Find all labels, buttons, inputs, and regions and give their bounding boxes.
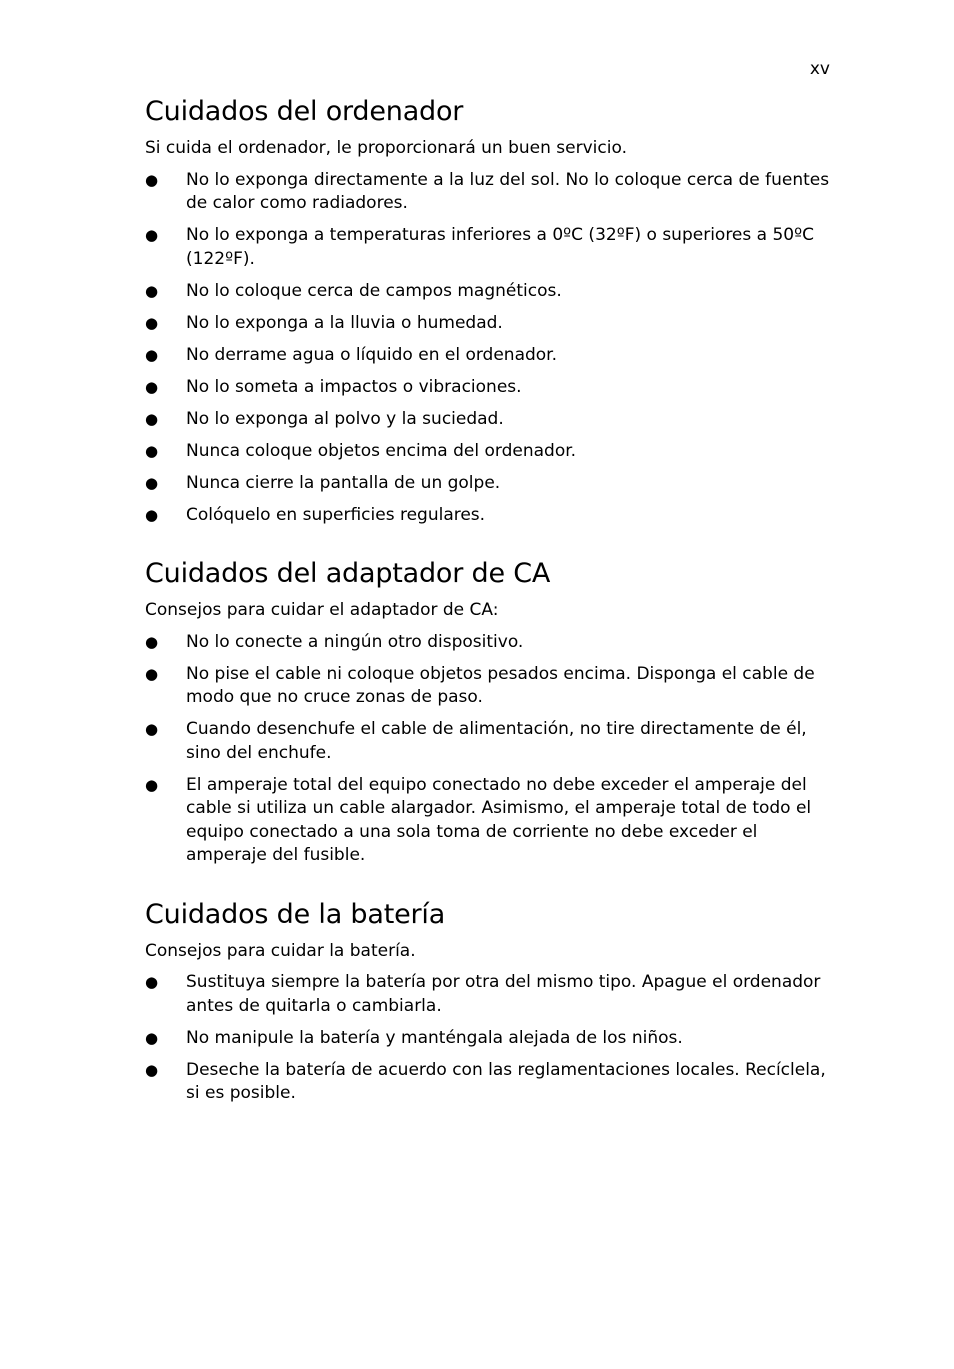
list-item (145, 280, 835, 304)
list-item-text: No lo coloque cerca de campos magnéticos. (186, 280, 562, 301)
bullet-icon: ● (145, 281, 159, 300)
list-item-text: Colóquelo en superficies regulares. (186, 504, 486, 525)
list-item (145, 631, 835, 655)
section-title: Cuidados de la batería (145, 898, 446, 930)
bullet-icon: ● (145, 664, 159, 683)
section-battery-care (145, 898, 835, 1106)
section-intro: Consejos para cuidar la batería. (145, 940, 416, 961)
list-item-text: Sustituya siempre la batería por otra del mismo tipo. Apague el ordenador antes de quitarla o cambiarla. (186, 972, 821, 1016)
bullet-icon: ● (145, 377, 159, 396)
bullet-icon: ● (145, 720, 159, 738)
list-item (145, 774, 835, 868)
list-item-text: Deseche la batería de acuerdo con las reglamentaciones locales. Recíclela, si es posible. (186, 1059, 826, 1103)
section-title: Cuidados del adaptador de CA (145, 558, 551, 589)
list-item-text: No lo exponga al polvo y la suciedad. (186, 408, 504, 429)
list-item (145, 718, 835, 765)
bullet-icon: ● (145, 632, 159, 651)
bullet-icon: ● (145, 473, 159, 492)
list-item-text: No lo exponga directamente a la luz del sol. No lo coloque cerca de fuentes de calor como radiadores. (186, 169, 830, 213)
bullet-icon: ● (145, 973, 159, 991)
list-item-text: No lo conecte a ningún otro dispositivo. (186, 631, 524, 652)
bullet-list (145, 971, 835, 1106)
list-item-text: No derrame agua o líquido en el ordenador. (186, 344, 558, 365)
list-item (145, 472, 835, 496)
list-item (145, 971, 835, 1018)
list-item (145, 376, 835, 400)
list-item-text: No pise el cable ni coloque objetos pesados encima. Disponga el cable de modo que no cruce zonas de paso. (186, 663, 815, 707)
list-item (145, 408, 835, 432)
bullet-icon: ● (145, 441, 159, 460)
bullet-list (145, 169, 835, 528)
list-item-text: Nunca coloque objetos encima del ordenador. (186, 440, 577, 461)
list-item (145, 1059, 835, 1106)
list-item (145, 1027, 835, 1051)
bullet-icon: ● (145, 313, 159, 332)
bullet-icon: ● (145, 345, 159, 364)
section-title: Cuidados del ordenador (145, 96, 464, 127)
list-item-text: El amperaje total del equipo conectado no debe exceder el amperaje del cable si utiliza un cable alargador. Asimismo, el amperaje total de todo el equipo conectado a una sola toma de corriente no debe exceder el amperaje del fusible. (186, 774, 812, 865)
list-item (145, 224, 835, 271)
bullet-icon: ● (145, 409, 159, 428)
list-item (145, 663, 835, 710)
bullet-icon: ● (145, 170, 159, 189)
section-computer-care (145, 95, 835, 527)
list-item-text: Nunca cierre la pantalla de un golpe. (186, 472, 501, 493)
list-item-text: No lo someta a impactos o vibraciones. (186, 376, 522, 397)
bullet-icon: ● (145, 505, 159, 524)
list-item (145, 344, 835, 368)
list-item (145, 169, 835, 216)
section-ac-adapter-care (145, 557, 835, 868)
list-item-text: No manipule la batería y manténgala alejada de los niños. (186, 1027, 683, 1048)
section-intro: Consejos para cuidar el adaptador de CA: (145, 600, 499, 620)
list-item (145, 440, 835, 464)
bullet-icon: ● (145, 775, 159, 794)
bullet-icon: ● (145, 1028, 159, 1047)
bullet-list (145, 631, 835, 868)
list-item (145, 312, 835, 336)
list-item (145, 504, 835, 528)
page-content (145, 95, 835, 1106)
page-number: xv (809, 59, 830, 79)
bullet-icon: ● (145, 1060, 159, 1079)
list-item-text: No lo exponga a la lluvia o humedad. (186, 312, 503, 333)
list-item-text: No lo exponga a temperaturas inferiores a 0ºC (32ºF) o superiores a 50ºC (122ºF). (186, 225, 814, 269)
bullet-icon: ● (145, 226, 159, 244)
section-intro: Si cuida el ordenador, le proporcionará un buen servicio. (145, 138, 627, 158)
list-item-text: Cuando desenchufe el cable de alimentación, no tire directamente de él, sino del enchufe. (186, 719, 807, 763)
